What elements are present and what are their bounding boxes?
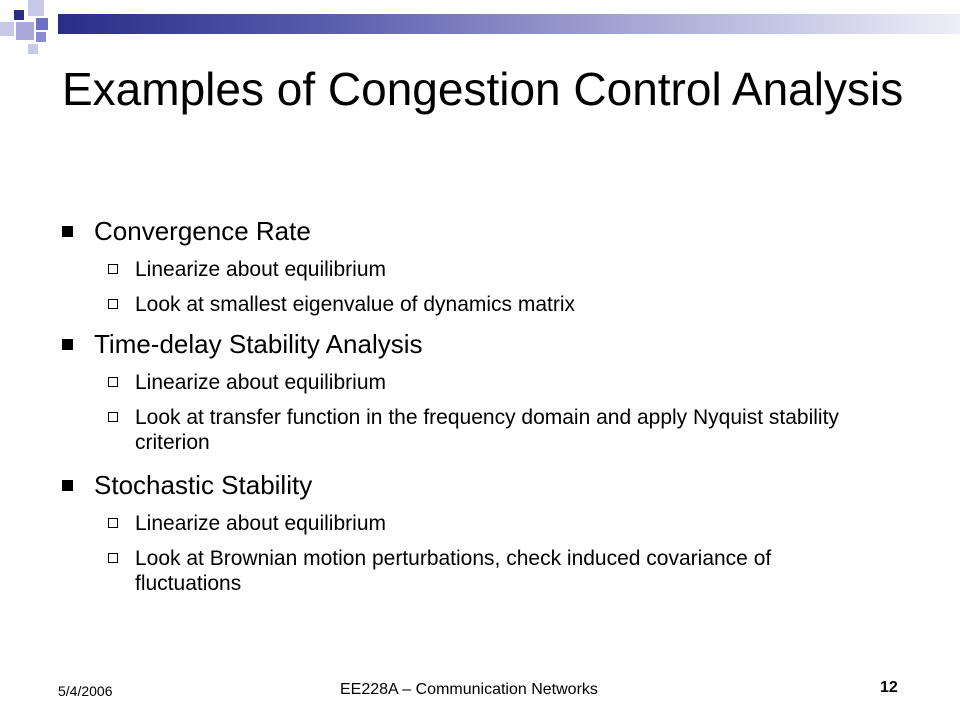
sub-bullet-box-icon xyxy=(108,553,118,563)
sub-bullet-box-icon xyxy=(108,518,118,528)
slide-title: Examples of Congestion Control Analysis xyxy=(62,63,904,115)
slide-number: 12 xyxy=(880,679,898,696)
sub-bullet-item: Linearize about equilibrium xyxy=(135,258,386,281)
bullet-item: Time-delay Stability Analysis xyxy=(94,329,423,359)
sub-bullet-box-icon xyxy=(108,264,118,274)
sub-bullet-item: Linearize about equilibrium xyxy=(135,512,386,535)
sub-bullet-box-icon xyxy=(108,299,118,309)
bullet-square-icon xyxy=(62,226,73,237)
sub-bullet-item: Look at smallest eigenvalue of dynamics matrix xyxy=(135,293,576,316)
footer-date: 5/4/2006 xyxy=(58,683,113,699)
bullet-item: Convergence Rate xyxy=(94,216,311,246)
bullet-square-icon xyxy=(62,480,73,491)
sub-bullet-item: Look at transfer function in the frequency domain and apply Nyquist stability criterion xyxy=(135,406,839,454)
sub-bullet-item: Look at Brownian motion perturbations, check induced covariance of fluctuations xyxy=(135,547,772,595)
bullet-square-icon xyxy=(62,339,73,350)
sub-bullet-item: Linearize about equilibrium xyxy=(135,371,386,394)
sub-bullet-box-icon xyxy=(108,412,118,422)
footer-course-title: EE228A – Communication Networks xyxy=(340,681,598,698)
bullet-item: Stochastic Stability xyxy=(94,470,313,500)
sub-bullet-box-icon xyxy=(108,377,118,387)
